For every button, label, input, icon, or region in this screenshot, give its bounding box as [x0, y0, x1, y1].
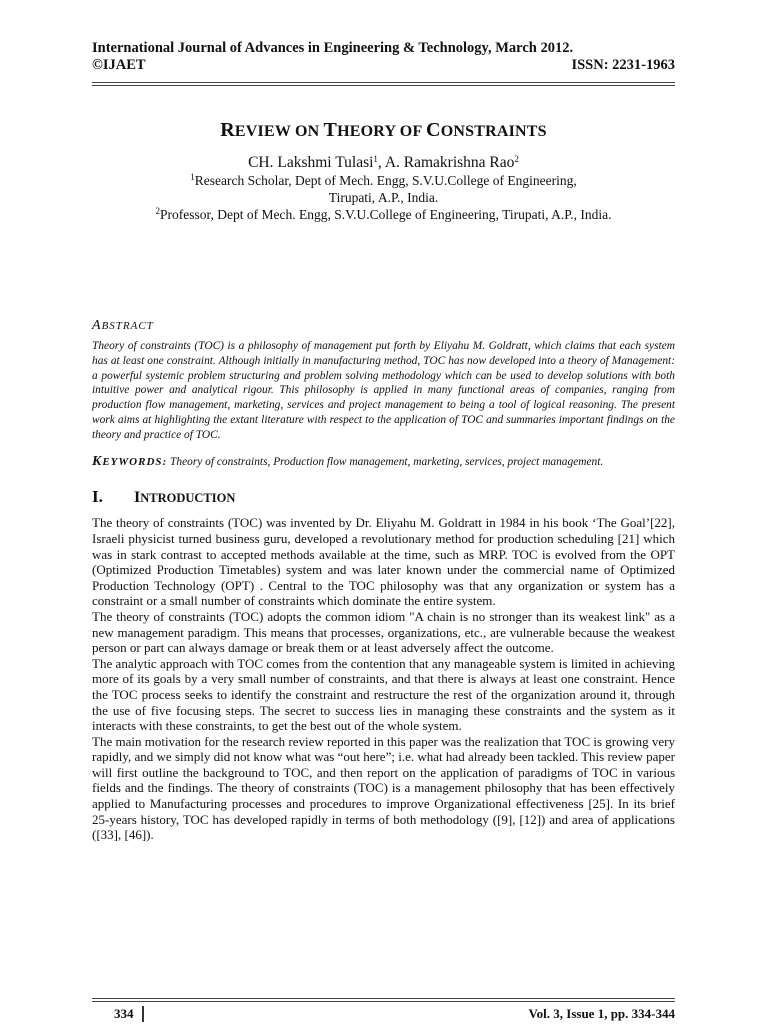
paragraph: The theory of constraints (TOC) adopts the common idiom "A chain is no stronger than its weakest link" as a new management paradigm. This means that processes, organizations, etc., are vulnerable because the weakest person or part can always damage or break them or at least adversely affect the outcome. — [92, 608, 675, 656]
author-2: A. Ramakrishna Rao — [384, 154, 515, 171]
issn: ISSN: 2231-1963 — [571, 57, 675, 73]
paper-title: REVIEW ON THEORY OF CONSTRAINTS — [220, 119, 547, 141]
keywords — [92, 455, 675, 470]
abstract-heading: ABSTRACT — [92, 318, 154, 333]
abstract-text: Theory of constraints (TOC) is a philosophy of management put forth by Eliyahu M. Goldratt, which claims that each system has at least one constraint. Although initially in manufacturing method, TOC has now developed into a theory of Management: a powerful systemic problem structuring and problem solving methodology which can be used to develop solutions with both intuitive power and analytical rigour. This philosophy is applied in many functional areas of companies, ranging from production flow management, marketing, services and project management to being a tool of logical reasoning. The present work aims at highlighting the extant literature with respect to the application of TOC and summaries important findings on the theory and practice of TOC. — [92, 340, 675, 441]
introduction-body — [92, 515, 675, 842]
running-header — [92, 40, 675, 74]
publisher: ©IJAET — [92, 57, 146, 73]
section-number: I. — [92, 487, 103, 507]
journal-name: International Journal of Advances in Engineering & Technology, March 2012. — [92, 40, 574, 56]
running-footer — [92, 1006, 675, 1022]
paper-page — [92, 40, 675, 843]
header-rule — [92, 82, 675, 86]
paragraph: The main motivation for the research review reported in this paper was the realization that TOC is growing very rapidly, and we simply did not know what was “out here”; i.e. what had already been tackled. This review paper will first outline the background to TOC, and then report on the application of paradigms of TOC in various fields and the findings. The theory of constraints (TOC) is a management philosophy that has been effectively applied to Manufacturing processes and procedures to improve Organizational effectiveness [25]. In its brief 25-years history, TOC has developed rapidly in terms of both methodology ([9], [12]) and area of applications ([33], [46]). — [92, 733, 675, 843]
affiliation-2: $^2$Professor, Dept of Mech. Engg, S.V.U.College of Engineering, Tirupati, A.P., India. — [155, 206, 612, 222]
volume-info: Vol. 3, Issue 1, pp. 334-344 — [528, 1006, 675, 1021]
page-number: 334 — [92, 1006, 144, 1022]
author-list: CH. Lakshmi Tulasi$^1$, A. Ramakrishna Rao$^2$ — [248, 154, 519, 171]
section-heading-introduction: I. INTRODUCTION — [92, 487, 236, 507]
affiliation-1: $^1$Research Scholar, Dept of Mech. Engg, S.V.U.College of Engineering, Tirupati, A.P., India. — [190, 172, 577, 205]
paragraph: The theory of constraints (TOC) was invented by Dr. Eliyahu M. Goldratt in 1984 in his book ‘The Goal’[22], Israeli physicist turned business guru, developed a revolutionary method for production scheduling [21] which was in stark contrast to accepted methods available at the time, such as MRP. TOC is evolved from the OPT (Optimized Production Timetables) system and was later known under the commercial name of Optimized Production Technology (OPT) . Central to the TOC philosophy was that any organization or system has a constraint or a small number of constraints which dominate the entire system. — [92, 515, 675, 609]
keywords-text: Theory of constraints, Production flow management, marketing, services, project management. — [170, 455, 604, 468]
footer-rule — [92, 998, 675, 1002]
author-1: CH. Lakshmi Tulasi — [248, 154, 374, 171]
keywords-heading: KEYWORDS: — [92, 453, 168, 469]
paragraph: The analytic approach with TOC comes from the contention that any manageable system is limited in achieving more of its goals by a very small number of constraints, and that there is always at least one constraint. Hence the TOC process seeks to identify the constraint and restructure the rest of the organization around it, through the use of five focusing steps. The secret to success lies in managing these constraints and the system as it interacts with these constraints, to get the best out of the whole system. — [92, 655, 675, 734]
